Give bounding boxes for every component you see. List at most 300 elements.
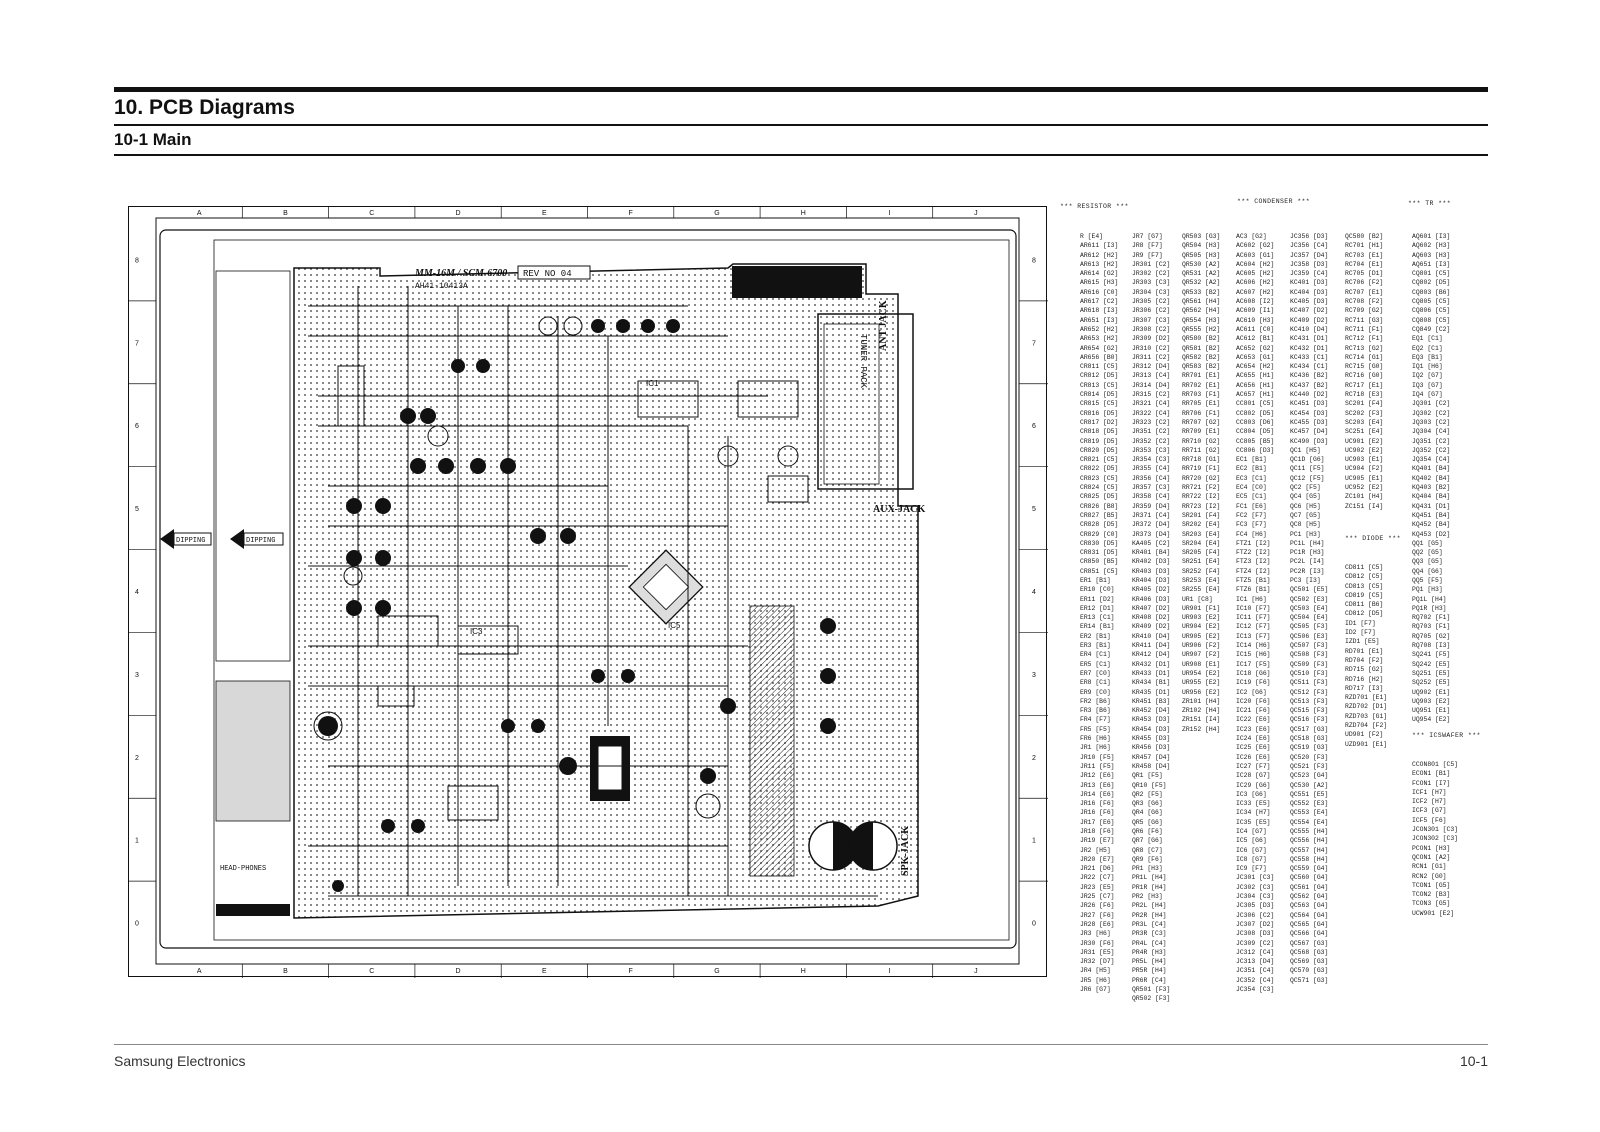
part-location-entry: JC304 [C3] <box>1236 893 1275 901</box>
part-location-entry: KC405 [D3] <box>1290 298 1329 306</box>
part-location-entry: ZC101 [H4] <box>1345 493 1384 501</box>
part-location-entry: KR404 [D3] <box>1132 576 1171 584</box>
part-location-entry: AC605 [H2] <box>1236 270 1275 278</box>
part-location-entry: IQ3 [G7] <box>1412 381 1443 389</box>
part-location-entry: SR252 [F4] <box>1182 567 1221 575</box>
part-location-entry: AC657 [H1] <box>1236 391 1275 399</box>
part-location-entry: JQ303 [C2] <box>1412 418 1451 426</box>
part-location-entry: CR824 [C5] <box>1080 484 1119 492</box>
part-location-entry: CQ803 [B6] <box>1412 288 1451 296</box>
part-location-entry: JC356 [C4] <box>1290 242 1329 250</box>
part-location-entry: IC28 [G7] <box>1236 772 1271 780</box>
part-location-entry: KQ401 [B4] <box>1412 465 1451 473</box>
part-location-entry: QR9 [F6] <box>1132 855 1163 863</box>
part-location-entry: AC606 [H2] <box>1236 279 1275 287</box>
part-location-entry: CQ801 [C5] <box>1412 270 1451 278</box>
part-location-entry: JR22 [C7] <box>1080 874 1115 882</box>
part-location-entry: QC560 [G4] <box>1290 874 1329 882</box>
tuner-pack-label: TUNER PACK <box>858 334 868 389</box>
part-location-entry: JR21 [D6] <box>1080 865 1115 873</box>
resistor-heading: *** RESISTOR *** <box>1060 203 1129 210</box>
part-location-entry: QC520 [F3] <box>1290 753 1329 761</box>
part-location-entry: JR355 [C4] <box>1132 465 1171 473</box>
part-location-entry: JC312 [C4] <box>1236 948 1275 956</box>
part-location-entry: QC570 [G3] <box>1290 967 1329 975</box>
part-location-entry: RR711 [G2] <box>1182 446 1221 454</box>
part-location-entry: ER9 [C0] <box>1080 688 1111 696</box>
grid-col-label: J <box>974 210 978 217</box>
icswafer-list <box>1412 760 1458 918</box>
part-location-entry: IC33 [E5] <box>1236 800 1271 808</box>
part-location-entry: RC715 [G0] <box>1345 363 1384 371</box>
part-location-entry: KC454 [D3] <box>1290 409 1329 417</box>
part-location-entry: KR406 [D3] <box>1132 595 1171 603</box>
part-location-entry: KA405 [C2] <box>1132 539 1171 547</box>
part-location-entry: IQ2 [G7] <box>1412 372 1443 380</box>
part-location-entry: SQ241 [F5] <box>1412 651 1451 659</box>
part-location-entry: FTZ6 [B1] <box>1236 586 1271 594</box>
part-location-entry: IC12 [F7] <box>1236 623 1271 631</box>
part-location-entry: UR903 [E2] <box>1182 614 1221 622</box>
resistor-list-1 <box>1080 232 1118 994</box>
part-location-entry: AR618 [I3] <box>1080 307 1119 315</box>
grid-col-label: H <box>800 968 806 975</box>
part-location-entry: EQ2 [C1] <box>1412 344 1443 352</box>
part-location-entry: RC713 [G2] <box>1345 344 1384 352</box>
part-location-entry: JR359 [D4] <box>1132 502 1171 510</box>
part-location-entry: JR28 [E6] <box>1080 920 1115 928</box>
part-location-entry: SQ252 [E5] <box>1412 679 1451 687</box>
grid-col-label: E <box>542 210 547 217</box>
part-location-entry: CR831 [D5] <box>1080 549 1119 557</box>
part-location-entry: RR718 [G1] <box>1182 456 1221 464</box>
part-location-entry: QC501 [E5] <box>1290 586 1329 594</box>
part-location-entry: QC516 [F3] <box>1290 716 1329 724</box>
grid-row-label: 8 <box>1032 257 1036 265</box>
part-location-entry: UQ954 [E2] <box>1412 716 1451 724</box>
part-location-entry: ICF2 [H7] <box>1412 798 1447 806</box>
part-location-entry: QR6 [F6] <box>1132 828 1163 835</box>
part-location-entry: AC603 [G1] <box>1236 251 1275 259</box>
part-location-entry: RZD703 [G1] <box>1345 712 1388 720</box>
part-location-entry: SR251 [E4] <box>1182 558 1221 566</box>
part-location-entry: JR358 [C4] <box>1132 493 1171 501</box>
part-location-entry: RR703 [F1] <box>1182 391 1221 399</box>
part-location-entry: KR408 [D2] <box>1132 614 1171 622</box>
grid-row-label: 8 <box>135 257 139 265</box>
part-location-entry: JC358 [D3] <box>1290 260 1329 268</box>
condenser-list-3 <box>1345 232 1383 511</box>
part-location-entry: QR502 [F3] <box>1132 995 1171 1003</box>
part-location-entry: RC711 [F1] <box>1345 325 1384 333</box>
part-location-entry: RR701 [E1] <box>1182 372 1221 380</box>
part-location-entry: JR303 [C3] <box>1132 279 1171 287</box>
part-location-entry: AC610 [H3] <box>1236 316 1275 324</box>
ic3-label: IC3 <box>470 627 483 636</box>
part-location-entry: JR351 [C2] <box>1132 428 1171 436</box>
part-location-entry: JR4 [H5] <box>1080 967 1111 975</box>
part-location-entry: QC571 [G3] <box>1290 976 1329 984</box>
part-location-entry: EC1 [B1] <box>1236 456 1267 464</box>
part-location-entry: PR2L [H4] <box>1132 902 1167 910</box>
rev-label: REV NO 04 <box>523 269 572 279</box>
part-location-entry: KR451 [B3] <box>1132 697 1171 705</box>
part-location-entry: QC521 [F3] <box>1290 762 1329 770</box>
resistor-list-3 <box>1182 232 1220 734</box>
part-location-entry: CC802 [D5] <box>1236 409 1275 417</box>
part-location-entry: QC519 [G3] <box>1290 744 1329 752</box>
part-location-entry: ZR152 [H4] <box>1182 725 1221 733</box>
part-location-entry: KR405 [D2] <box>1132 586 1171 594</box>
part-location-entry: CR828 [D5] <box>1080 521 1119 529</box>
grid-col-label: H <box>800 210 806 217</box>
grid-col-label: G <box>714 210 720 217</box>
part-location-entry: RD701 [E1] <box>1345 647 1384 655</box>
part-location-entry: AC608 [I2] <box>1236 298 1275 306</box>
part-location-entry: QR10 [F5] <box>1132 781 1167 789</box>
part-location-entry: ZC151 [I4] <box>1345 502 1384 510</box>
part-location-entry: JQ351 [C2] <box>1412 437 1451 445</box>
part-location-entry: QC503 [E4] <box>1290 604 1329 612</box>
grid-row-label: 0 <box>1032 920 1036 928</box>
part-location-entry: IC22 [E6] <box>1236 716 1271 724</box>
part-location-entry: CR823 [C5] <box>1080 474 1119 482</box>
part-location-entry: JC352 [C4] <box>1236 976 1275 984</box>
grid-col-label: G <box>714 968 720 975</box>
part-location-entry: SR203 [E4] <box>1182 530 1221 538</box>
pcb-diagram <box>128 206 1048 978</box>
part-location-entry: CR813 [C5] <box>1080 381 1119 389</box>
part-location-entry: RC701 [H1] <box>1345 242 1384 250</box>
part-location-entry: SR201 [F4] <box>1182 511 1221 519</box>
part-location-entry: AC653 [G1] <box>1236 353 1275 361</box>
part-location-entry: IC21 [F6] <box>1236 707 1271 715</box>
tr-list <box>1412 232 1450 725</box>
part-location-entry: RD715 [G2] <box>1345 666 1384 674</box>
part-location-entry: QC559 [G4] <box>1290 865 1329 873</box>
part-location-entry: JC354 [C3] <box>1236 986 1275 994</box>
part-location-entry: JR16 [F6] <box>1080 800 1115 808</box>
part-location-entry: ER5 [C1] <box>1080 660 1111 668</box>
part-location-entry: FC4 [H6] <box>1236 530 1267 538</box>
part-location-entry: QR530 [A2] <box>1182 260 1221 268</box>
part-location-entry: RC704 [E1] <box>1345 260 1384 268</box>
grid-row-label: 1 <box>135 837 139 845</box>
part-location-entry: IC34 [H7] <box>1236 809 1271 817</box>
part-location-entry: EC5 [C1] <box>1236 493 1267 501</box>
part-location-entry: UD901 [F2] <box>1345 731 1384 739</box>
part-location-entry: FTZ5 [B1] <box>1236 576 1271 584</box>
section-title: 10-1 Main <box>114 130 192 149</box>
condenser-heading: *** CONDENSER *** <box>1237 198 1311 205</box>
part-location-entry: ER8 [C1] <box>1080 679 1111 687</box>
part-location-entry: QR580 [B2] <box>1182 335 1221 343</box>
part-location-entry: CR850 [B5] <box>1080 558 1119 566</box>
part-location-entry: JR16 [F6] <box>1080 809 1115 817</box>
part-location-entry: CQ805 [C5] <box>1412 298 1451 306</box>
part-location-entry: AQ602 [H3] <box>1412 242 1451 250</box>
grid-col-label: I <box>888 210 891 217</box>
part-location-entry: IC2 [G6] <box>1236 688 1267 696</box>
grid-col-label: D <box>455 210 461 217</box>
part-location-entry: IC11 [F7] <box>1236 614 1271 622</box>
part-location-entry: TCON2 [B3] <box>1412 891 1451 899</box>
section-rule <box>114 154 1488 156</box>
grid-col-label: A <box>196 968 202 975</box>
part-location-entry: CR851 [C5] <box>1080 567 1119 575</box>
part-location-entry: KR456 [D3] <box>1132 744 1171 752</box>
part-location-entry: QC2 [F5] <box>1290 484 1321 492</box>
part-location-entry: RR710 [G2] <box>1182 437 1221 445</box>
part-location-entry: UQ951 [E1] <box>1412 707 1451 715</box>
part-location-entry: QC515 [F3] <box>1290 707 1329 715</box>
part-location-entry: KC455 [D3] <box>1290 418 1329 426</box>
part-location-entry: QR581 [B2] <box>1182 344 1221 352</box>
grid-col-label: F <box>628 210 633 217</box>
part-location-entry: PC1L [H4] <box>1290 539 1325 547</box>
grid-row-label: 1 <box>1032 837 1036 845</box>
part-location-entry: QR505 [H3] <box>1182 251 1221 259</box>
part-location-entry: RC718 [E3] <box>1345 391 1384 399</box>
part-location-entry: R [E4] <box>1080 233 1104 240</box>
part-location-entry: RR705 [E1] <box>1182 400 1221 408</box>
part-location-entry: QR8 [C7] <box>1132 846 1163 854</box>
part-location-entry: UC904 [F2] <box>1345 465 1384 473</box>
part-location-entry: PR5L [H4] <box>1132 958 1167 966</box>
part-location-entry: RC711 [G3] <box>1345 316 1384 324</box>
part-location-entry: JR25 [C7] <box>1080 893 1115 901</box>
part-location-entry: KR455 [D3] <box>1132 735 1171 743</box>
part-location-entry: ER2 [B1] <box>1080 632 1111 640</box>
part-location-entry: IC9 [F7] <box>1236 865 1267 873</box>
part-location-entry: PR4L [C4] <box>1132 939 1167 947</box>
part-location-entry: SR202 [E4] <box>1182 521 1221 529</box>
part-location-entry: KR432 [D1] <box>1132 660 1171 668</box>
part-location-entry: CR816 [D5] <box>1080 409 1119 417</box>
part-location-entry: RR709 [E1] <box>1182 428 1221 436</box>
part-location-entry: QR4 [G6] <box>1132 809 1163 817</box>
part-location-entry: PC1R [H3] <box>1290 549 1325 557</box>
part-location-entry: JC357 [D4] <box>1290 251 1329 259</box>
part-location-entry: PQ1R [H3] <box>1412 604 1447 612</box>
part-location-entry: JR305 [C2] <box>1132 298 1171 306</box>
part-location-entry: JR18 [F6] <box>1080 828 1115 835</box>
part-location-entry: QC530 [A2] <box>1290 781 1329 789</box>
part-location-entry: KQ452 [B4] <box>1412 521 1451 529</box>
part-location-entry: RZD704 [F2] <box>1345 722 1388 730</box>
part-location-entry: JR372 [D4] <box>1132 521 1171 529</box>
part-location-entry: CQ849 [C2] <box>1412 325 1451 333</box>
part-location-entry: FTZ4 [I2] <box>1236 567 1271 575</box>
part-location-entry: JR17 [E6] <box>1080 818 1115 826</box>
part-location-entry: JR310 [C2] <box>1132 344 1171 352</box>
part-location-entry: AR617 [C2] <box>1080 298 1119 306</box>
part-location-entry: QC513 [F3] <box>1290 697 1329 705</box>
part-location-entry: CR820 [D5] <box>1080 446 1119 454</box>
part-location-entry: QC505 [F3] <box>1290 623 1329 631</box>
part-location-entry: ER3 [B1] <box>1080 642 1111 650</box>
part-location-entry: QCON1 [A2] <box>1412 853 1451 861</box>
part-location-entry: QC565 [G4] <box>1290 920 1329 928</box>
part-location-entry: IC19 [F6] <box>1236 679 1271 687</box>
part-location-entry: CR812 [D5] <box>1080 372 1119 380</box>
condenser-list-1 <box>1236 232 1274 994</box>
footer-publisher: Samsung Electronics <box>114 1053 246 1069</box>
part-location-entry: QC557 [H4] <box>1290 846 1329 854</box>
page-title: 10. PCB Diagrams <box>114 96 295 119</box>
part-location-entry: QC561 [G4] <box>1290 883 1329 891</box>
grid-row-label: 0 <box>135 920 139 928</box>
part-location-entry: RR720 [G2] <box>1182 474 1221 482</box>
part-location-entry: JC306 [C2] <box>1236 911 1275 919</box>
part-location-entry: KR454 [D3] <box>1132 725 1171 733</box>
part-location-entry: JR6 [G7] <box>1080 986 1111 994</box>
part-location-entry: QC517 [G3] <box>1290 725 1329 733</box>
part-location-entry: QC11 [F5] <box>1290 465 1325 473</box>
part-location-entry: KC401 [D3] <box>1290 279 1329 287</box>
part-location-entry: RQ705 [G2] <box>1412 632 1451 640</box>
part-location-entry: JR3 [H6] <box>1080 930 1111 938</box>
part-location-entry: ID2 [F7] <box>1345 629 1376 637</box>
part-location-entry: RR702 [E1] <box>1182 381 1221 389</box>
part-location-entry: AQ603 [H3] <box>1412 251 1451 259</box>
grid-col-label: B <box>283 968 288 975</box>
part-location-entry: QC7 [G5] <box>1290 511 1321 519</box>
part-location-entry: QC508 [F3] <box>1290 651 1329 659</box>
aux-jack-label: AUX-JACK <box>873 504 926 515</box>
part-location-entry: KR458 [D4] <box>1132 762 1171 770</box>
part-location-entry: IC23 [E6] <box>1236 725 1271 733</box>
part-location-entry: JR354 [C3] <box>1132 456 1171 464</box>
part-location-entry: CR829 [C0] <box>1080 530 1119 538</box>
part-location-entry: KC433 [C1] <box>1290 353 1329 361</box>
part-location-entry: KC431 [D1] <box>1290 335 1329 343</box>
part-location-entry: IC1 [H6] <box>1236 595 1267 603</box>
part-location-entry: SQ242 [E5] <box>1412 660 1451 668</box>
part-location-entry: IC14 [H6] <box>1236 642 1271 650</box>
part-location-entry: JQ354 [C4] <box>1412 456 1451 464</box>
part-location-entry: TCON1 [G5] <box>1412 881 1451 889</box>
part-location-entry: CQ808 [C5] <box>1412 316 1451 324</box>
part-location-entry: JR371 [C4] <box>1132 511 1171 519</box>
part-location-entry: QR555 [H2] <box>1182 325 1221 333</box>
part-location-entry: RQ702 [F1] <box>1412 614 1451 622</box>
part-location-entry: JR8 [F7] <box>1132 242 1163 250</box>
part-location-entry: QC510 [F3] <box>1290 669 1329 677</box>
part-location-entry: QR554 [H3] <box>1182 316 1221 324</box>
part-location-entry: JR353 [C3] <box>1132 446 1171 454</box>
part-location-entry: RR723 [I2] <box>1182 502 1221 510</box>
grid-row-label: 6 <box>135 423 139 431</box>
part-location-entry: JR5 [H6] <box>1080 976 1111 984</box>
part-location-entry: QC502 [E3] <box>1290 595 1329 603</box>
part-location-entry: QC1D [G6] <box>1290 456 1325 464</box>
part-location-entry: CR818 [D5] <box>1080 428 1119 436</box>
part-location-entry: CR821 [C5] <box>1080 456 1119 464</box>
part-location-entry: QC555 [H4] <box>1290 828 1329 835</box>
part-location-entry: RCN2 [G0] <box>1412 872 1447 880</box>
part-location-entry: JC313 [D4] <box>1236 958 1275 966</box>
part-location-entry: ER4 [C1] <box>1080 651 1111 659</box>
part-location-entry: QC554 [E4] <box>1290 818 1329 826</box>
part-location-entry: ER12 [D1] <box>1080 604 1115 612</box>
part-location-entry: CD812 [D5] <box>1345 610 1384 618</box>
part-location-entry: IC3 [G6] <box>1236 790 1267 798</box>
part-location-entry: AR616 [C0] <box>1080 288 1119 296</box>
part-location-entry: KR411 [D4] <box>1132 642 1171 650</box>
part-location-entry: KR435 [D1] <box>1132 688 1171 696</box>
part-location-entry: QR533 [B2] <box>1182 288 1221 296</box>
part-location-entry: RC708 [F2] <box>1345 298 1384 306</box>
part-location-entry: JR19 [E7] <box>1080 837 1115 845</box>
part-location-entry: JCON301 [C3] <box>1412 826 1459 834</box>
part-location-entry: CD811 [B6] <box>1345 601 1384 609</box>
part-location-entry: KR453 [D3] <box>1132 716 1171 724</box>
part-location-entry: QQ3 [G5] <box>1412 558 1443 566</box>
part-location-entry: JR309 [D2] <box>1132 335 1171 343</box>
grid-col-label: C <box>369 210 375 217</box>
part-location-entry: RR706 [F1] <box>1182 409 1221 417</box>
part-location-entry: JR27 [F6] <box>1080 911 1115 919</box>
part-location-entry: KR409 [D2] <box>1132 623 1171 631</box>
part-location-entry: KR412 [D4] <box>1132 651 1171 659</box>
top-rule <box>114 87 1488 92</box>
part-location-entry: AQ601 [I3] <box>1412 233 1451 240</box>
part-location-entry: SC251 [E4] <box>1345 428 1384 436</box>
part-location-entry: KQ451 [B4] <box>1412 511 1451 519</box>
part-location-entry: KC432 [D1] <box>1290 344 1329 352</box>
part-location-entry: IC8 [G7] <box>1236 855 1267 863</box>
part-location-entry: JC356 [D3] <box>1290 233 1329 240</box>
footer-rule <box>114 1044 1488 1045</box>
part-location-entry: QR561 [H4] <box>1182 298 1221 306</box>
part-location-entry: PR6R [C4] <box>1132 976 1167 984</box>
condenser-list-2 <box>1290 232 1328 985</box>
part-location-entry: FR6 [H6] <box>1080 735 1111 743</box>
part-location-entry: AC655 [H1] <box>1236 372 1275 380</box>
part-location-entry: UQ902 [E1] <box>1412 688 1451 696</box>
part-location-entry: UR956 [E2] <box>1182 688 1221 696</box>
part-location-entry: IC15 [H6] <box>1236 651 1271 659</box>
part-location-entry: JQ302 [C2] <box>1412 409 1451 417</box>
part-location-entry: PR3L [C4] <box>1132 920 1167 928</box>
dipping-right-label: DIPPING <box>246 537 276 545</box>
part-location-entry: JR315 [C2] <box>1132 391 1171 399</box>
part-location-entry: QR1 [F5] <box>1132 772 1163 780</box>
part-location-entry: QC568 [G3] <box>1290 948 1329 956</box>
part-location-entry: JC307 [D2] <box>1236 920 1275 928</box>
part-location-entry: AR614 [G2] <box>1080 270 1119 278</box>
grid-row-label: 2 <box>135 754 139 762</box>
part-location-entry: RC705 [D1] <box>1345 270 1384 278</box>
part-location-entry: QQ5 [F5] <box>1412 576 1443 584</box>
part-location-entry: IC27 [F7] <box>1236 762 1271 770</box>
part-location-entry: IC20 [F6] <box>1236 697 1271 705</box>
grid-row-label: 6 <box>1032 423 1036 431</box>
part-location-entry: UR908 [E1] <box>1182 660 1221 668</box>
part-location-entry: RC714 [G1] <box>1345 353 1384 361</box>
part-location-entry: UR904 [E2] <box>1182 623 1221 631</box>
model-label: MM-16M / SCM-6700 <box>415 268 508 279</box>
part-location-entry: KC436 [B2] <box>1290 372 1329 380</box>
diode-list <box>1345 563 1387 749</box>
part-location-entry: QC518 [G3] <box>1290 735 1329 743</box>
part-location-entry: FR3 [B6] <box>1080 707 1111 715</box>
part-location-entry: EC2 [B1] <box>1236 465 1267 473</box>
part-location-entry: QR583 [B2] <box>1182 363 1221 371</box>
ant-jack-label: ANT JACK <box>878 300 889 351</box>
part-location-entry: IC13 [F7] <box>1236 632 1271 640</box>
